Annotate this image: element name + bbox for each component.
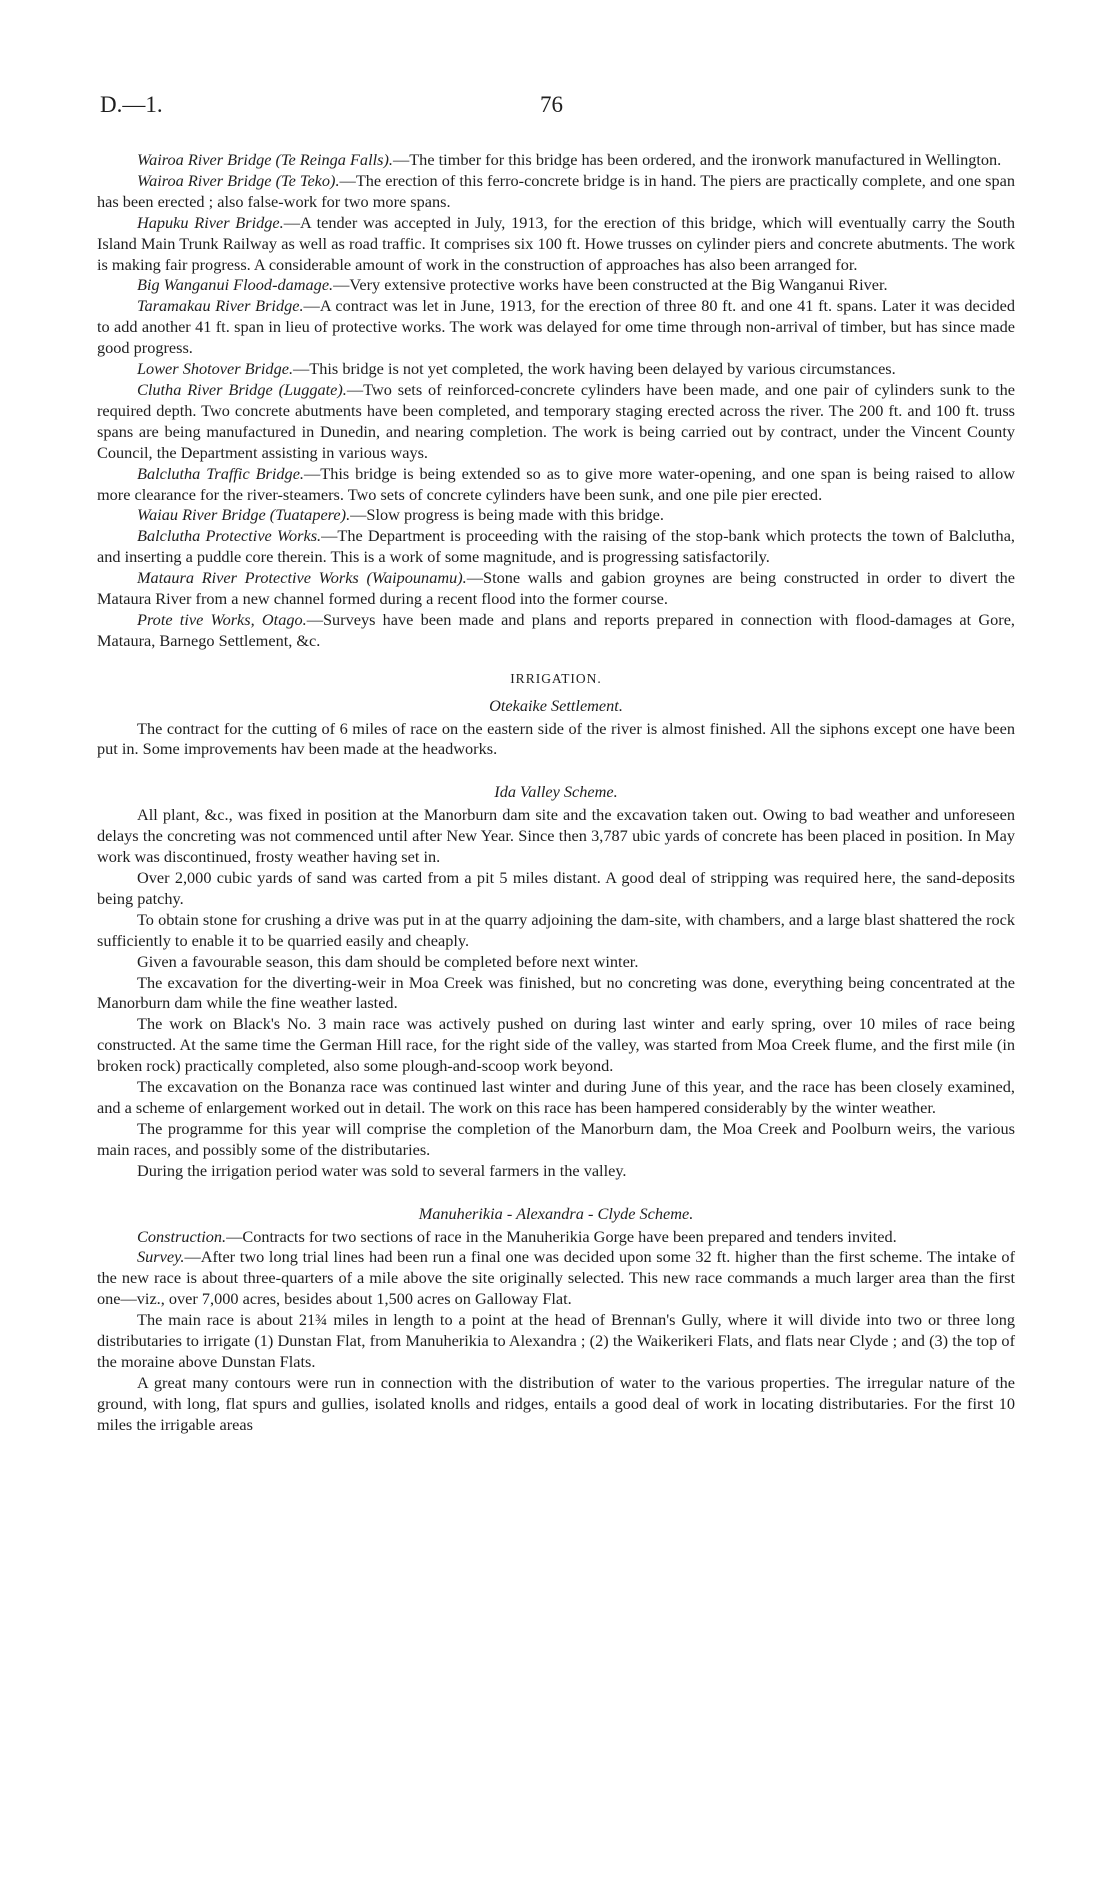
section-heading-irrigation: IRRIGATION. — [510, 670, 602, 686]
paragraph-title: Wairoa River Bridge (Te Reinga Falls). — [137, 150, 393, 169]
paragraph-mataura — [97, 568, 1015, 610]
paragraph-ida-valley: The excavation for the diverting-weir in Moa Creek was finished, but no concreting was done, everything being concentrated at the Manorburn dam while the fine weather lasted. — [97, 972, 1015, 1013]
paragraph-manuherikia-contours — [97, 1373, 1015, 1436]
paragraph-text: —Two sets of reinforced-concrete cylinders have been made, and one pair of cylinders sunk to the required depth. Two concrete abutments have been completed, and temporary staging erected across the river. The 200 ft. and 100 ft. truss spans are being manufactured in Dunedin, and nearing completion. The work is being carried out by contract, under the Vincent County Council, the Department assisting in various ways. — [97, 379, 1016, 462]
paragraph-title: Big Wanganui Flood-damage. — [137, 275, 334, 295]
paragraph-otekaike: The contract for the cutting of 6 miles of race on the eastern side of the river is almost finished. All the siphons except one have been put in. Some improvements hav been made at the headworks. — [97, 718, 1015, 759]
page-number: 76 — [540, 92, 563, 117]
subsection-heading-otekaike: Otekaike Settlement. — [489, 695, 623, 715]
paragraph-title: Balclutha Traffic Bridge. — [137, 463, 304, 483]
paragraph-title: Taramakau River Bridge. — [137, 296, 304, 316]
paragraph-waiau — [97, 505, 1015, 526]
paragraph-otago-protective — [97, 610, 1015, 652]
paragraph-title: Construction. — [137, 1226, 227, 1246]
page-header — [100, 92, 1014, 122]
paragraph-manuherikia-main-race — [97, 1310, 1015, 1373]
paragraph-title: Lower Shotover Bridge. — [137, 359, 294, 379]
paragraph-title: Mataura River Protective Works (Waipounamu). — [137, 568, 467, 588]
paragraph-ida-valley: The work on Black's No. 3 main race was actively pushed on during last winter and early spring, over 10 miles of race being constructed. At the same time the German Hill race, for the right side of the valley, was started from Moa Creek flume, and the first mile (in broken rock) practically completed, also some plough-and-scoop work beyond. — [97, 1014, 1015, 1076]
paragraph-text: —The Department is proceeding with the raising of the stop-bank which protects the town of Balclutha, and inserting a puddle core therein. This is a work of some magnitude, and is progressing satisfactorily. — [97, 526, 1015, 567]
subsection-heading-ida-valley: Ida Valley Scheme. — [494, 782, 618, 802]
paragraph-text: A great many contours were run in connection with the distribution of water to the various properties. The irregular nature of the ground, with long, flat spurs and gullies, isolated knolls and ridges, entails a good deal of work in locating distributaries. For the first 10 miles the irrigable areas — [97, 1372, 1015, 1434]
paragraph-text: —Slow progress is being made with this bridge. — [350, 505, 664, 525]
paragraph-title: Waiau River Bridge (Tuatapere). — [137, 505, 351, 525]
paragraph-ida-valley: The excavation on the Bonanza race was continued last winter and during June of this year, and the race has been closely examined, and a scheme of enlargement worked out in detail. The work on this race has been hampered considerably by the winter weather. — [97, 1077, 1015, 1117]
paragraph-title: Prote tive Works, Otago. — [137, 609, 307, 629]
paragraph-text: The main race is about 21¾ miles in length to a point at the head of Brennan's Gully, where it will divide into two or three long distributaries to irrigate (1) Dunstan Flat, from Manuherikia to Alexandra ; (2) the Waikerikeri Flats, and flats near Clyde ; and (3) the top of the moraine above Dunstan Flats. — [97, 1310, 1015, 1371]
paragraph-text: —After two long trial lines had been run a final one was decided upon some 32 ft. higher than the first scheme. The intake of the new race is about three-quarters of a mile above the site originally selected. This new race commands a much larger area than the first one—viz., over 7,000 acres, besides about 1,500 acres on Galloway Flat. — [97, 1247, 1015, 1309]
paragraph-clutha-luggate — [97, 380, 1015, 464]
paragraph-text: —The erection of this ferro-concrete bridge is in hand. The piers are practically complete, and one span has been erected ; also false-work for two more spans. — [97, 170, 1015, 211]
paragraph-ida-valley: The programme for this year will comprise the completion of the Manorburn dam, the Moa Creek and Poolburn weirs, the various main races, and possibly some of the distributaries. — [97, 1118, 1015, 1159]
paragraph-manuherikia-construction — [97, 1227, 1015, 1248]
paragraph-text: —A tender was accepted in July, 1913, for the erection of this bridge, which will eventually carry the South Island Main Trunk Railway as well as road traffic. It comprises six 100 ft. Howe trusses on cylinder piers and concrete abutments. The work is making fair progress. A considerable amount of work in the construction of approaches has also been arranged for. — [97, 212, 1015, 274]
paragraph-manuherikia-survey — [97, 1247, 1015, 1310]
paragraph-ida-valley: To obtain stone for crushing a drive was put in at the quarry adjoining the dam-site, with chambers, and a large blast shattered the rock sufficiently to enable it to be quarried easily and cheaply. — [97, 909, 1015, 950]
paragraph-taramakau — [97, 296, 1015, 359]
paragraph-title: Wairoa River Bridge (Te Teko). — [137, 170, 340, 190]
paragraph-wairoa-te-reinga — [97, 150, 1015, 171]
paragraph-ida-valley: Given a favourable season, this dam should be completed before next winter. — [137, 951, 639, 971]
paragraph-text: —Surveys have been made and plans and reports prepared in connection with flood-damages at Gore, Mataura, Barnego Settlement, &c. — [97, 609, 1015, 650]
paragraph-wairoa-te-teko — [97, 171, 1015, 213]
paragraph-text: —Contracts for two sections of race in the Manuherikia Gorge have been prepared and tenders invited. — [226, 1226, 897, 1246]
paragraph-ida-valley: Over 2,000 cubic yards of sand was carted from a pit 5 miles distant. A good deal of stripping was required here, the sand-deposits being patchy. — [97, 868, 1015, 908]
paragraph-lower-shotover — [97, 359, 1015, 380]
paragraph-big-wanganui — [97, 275, 1015, 296]
paragraph-text: —This bridge is being extended so as to give more water-opening, and one span is being raised to allow more clearance for the river-steamers. Two sets of concrete cylinders have been sunk, and one pile pier erected. — [97, 463, 1015, 504]
document-body — [97, 150, 1015, 1436]
paragraph-title: Balclutha Protective Works. — [137, 526, 322, 546]
paragraph-text: —Stone walls and gabion groynes are being constructed in order to divert the Mataura River from a new channel formed during a recent flood into the former course. — [97, 568, 1015, 609]
paragraph-text: —A contract was let in June, 1913, for the erection of three 80 ft. and one 41 ft. spans. Later it was decided to add another 41 ft. span in lieu of protective works. The work was delayed for ome time through non-arrival of timber, but has since made good progress. — [97, 296, 1015, 358]
document-reference: D.—1. — [100, 92, 163, 117]
paragraph-title: Clutha River Bridge (Luggate). — [137, 379, 347, 399]
paragraph-balclutha-protective — [97, 526, 1015, 568]
paragraph-hapuku — [97, 213, 1015, 276]
paragraph-text: —The timber for this bridge has been ordered, and the ironwork manufactured in Wellington. — [392, 150, 1002, 169]
paragraph-text: —Very extensive protective works have been constructed at the Big Wanganui River. — [333, 275, 888, 295]
paragraph-ida-valley: During the irrigation period water was sold to several farmers in the valley. — [137, 1160, 627, 1180]
paragraph-ida-valley: All plant, &c., was fixed in position at the Manorburn dam site and the excavation taken out. Owing to bad weather and unforeseen delays the concreting was not commenced until after New Year. Since then 3,787 ubic yards of concrete has been placed in position. In May work was discontinued, frosty weather having set in. — [97, 805, 1015, 867]
paragraph-balclutha-traffic — [97, 464, 1015, 506]
paragraph-title: Survey. — [137, 1247, 185, 1267]
paragraph-text: —This bridge is not yet completed, the work having been delayed by various circumstances. — [293, 359, 896, 379]
paragraph-title: Hapuku River Bridge. — [137, 212, 284, 232]
subsection-heading-manuherikia: Manuherikia - Alexandra - Clyde Scheme. — [418, 1203, 694, 1223]
